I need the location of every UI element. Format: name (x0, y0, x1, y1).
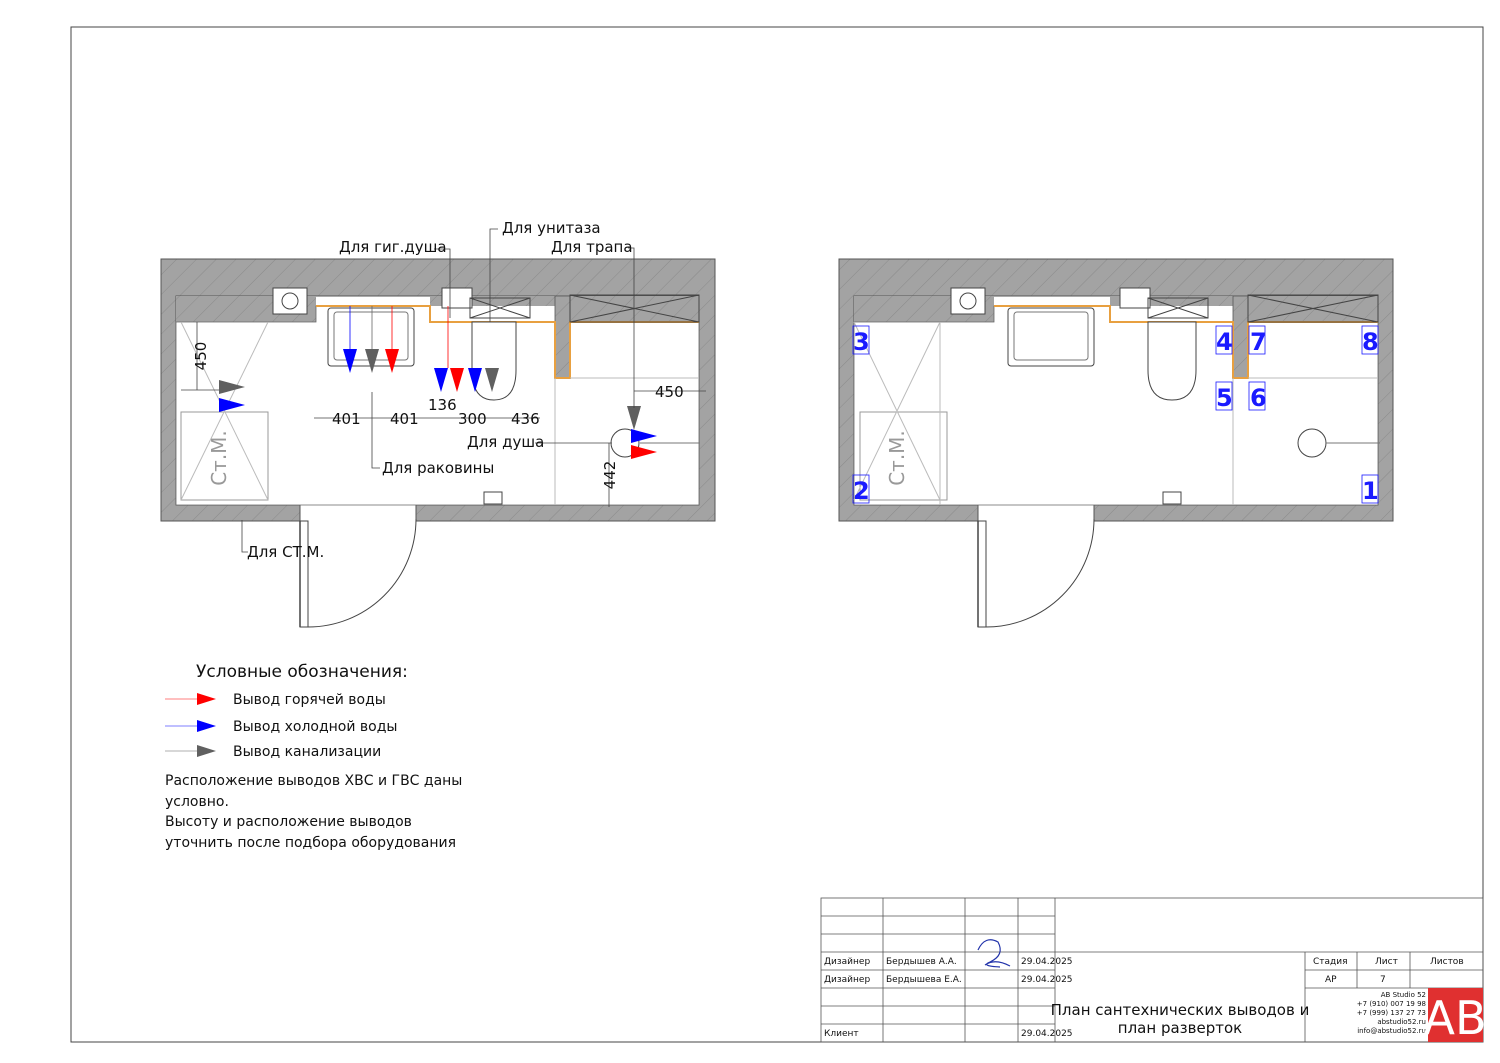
legend-note-4: уточнить после подбора оборудования (165, 835, 457, 851)
label-rakovina: Для раковины (382, 459, 495, 477)
marker-4: 4 (1216, 328, 1233, 356)
stm-box-label: Ст.М. (207, 430, 231, 486)
marker-8: 8 (1362, 328, 1379, 356)
sheet-title-line1: План сантехнических выводов и (1050, 1001, 1310, 1019)
label-unitaz: Для унитаза (502, 219, 601, 237)
company-name: AB Studio 52 (1380, 991, 1426, 999)
company-email: info@abstudio52.ru (1357, 1027, 1426, 1035)
header-sheet: Лист (1375, 957, 1398, 967)
row2-date: 29.04.2025 (1021, 975, 1073, 985)
row3-date: 29.04.2025 (1021, 1029, 1073, 1039)
legend-note-2: условно. (165, 794, 229, 810)
row1-role: Дизайнер (824, 957, 871, 967)
legend-title: Условные обозначения: (196, 662, 408, 682)
legend-hot-arrow (197, 693, 216, 705)
label-gig-dush: Для гиг.душа (339, 238, 447, 256)
stm-box-label-right: Ст.М. (885, 430, 909, 486)
dim-436: 436 (511, 410, 540, 428)
legend-note-3: Высоту и расположение выводов (165, 814, 412, 830)
signature-mark (978, 940, 1010, 967)
row2-name: Бердышева Е.А. (886, 975, 962, 985)
legend-cold-label: Вывод холодной воды (233, 719, 398, 735)
marker-1: 1 (1362, 477, 1379, 505)
logo-text: AB (1423, 991, 1487, 1045)
label-stm: Для СТ.М. (247, 543, 325, 561)
value-sheet: 7 (1380, 975, 1386, 985)
plan-left (161, 219, 715, 627)
row3-role: Клиент (824, 1029, 859, 1039)
company-phone2: +7 (999) 137 27 73 (1356, 1009, 1426, 1017)
label-dush: Для душа (467, 433, 545, 451)
marker-7: 7 (1250, 328, 1267, 356)
legend-cold-arrow (197, 720, 216, 732)
header-stage: Стадия (1313, 957, 1348, 967)
header-sheets: Листов (1430, 957, 1464, 967)
sheet-frame (71, 27, 1483, 1042)
marker-6: 6 (1250, 384, 1267, 412)
row1-name: Бердышев А.А. (886, 957, 957, 967)
plan-right (839, 259, 1393, 627)
dim-401-b: 401 (390, 410, 419, 428)
company-site: abstudio52.ru (1377, 1018, 1426, 1026)
company-phone1: +7 (910) 007 19 98 (1356, 1000, 1426, 1008)
dim-300: 300 (458, 410, 487, 428)
legend-note-1: Расположение выводов ХВС и ГВС даны (165, 773, 463, 789)
dim-450-horizontal: 450 (655, 383, 684, 401)
marker-2: 2 (853, 477, 870, 505)
value-stage: АР (1325, 975, 1337, 985)
row2-role: Дизайнер (824, 975, 871, 985)
dim-401-a: 401 (332, 410, 361, 428)
logo-icon (1423, 988, 1486, 1045)
legend-drain-label: Вывод канализации (233, 744, 382, 760)
dim-136: 136 (428, 396, 457, 414)
legend (165, 662, 462, 851)
row1-date: 29.04.2025 (1021, 957, 1073, 967)
legend-hot-label: Вывод горячей воды (233, 692, 386, 708)
marker-5: 5 (1216, 384, 1233, 412)
dim-450-vertical: 450 (192, 341, 210, 371)
title-block-text (824, 940, 1487, 1045)
marker-3: 3 (853, 328, 870, 356)
label-trap: Для трапа (551, 238, 633, 256)
dim-442: 442 (601, 460, 619, 490)
legend-drain-arrow (197, 745, 216, 757)
sheet-title-line2: план разверток (1117, 1019, 1243, 1037)
